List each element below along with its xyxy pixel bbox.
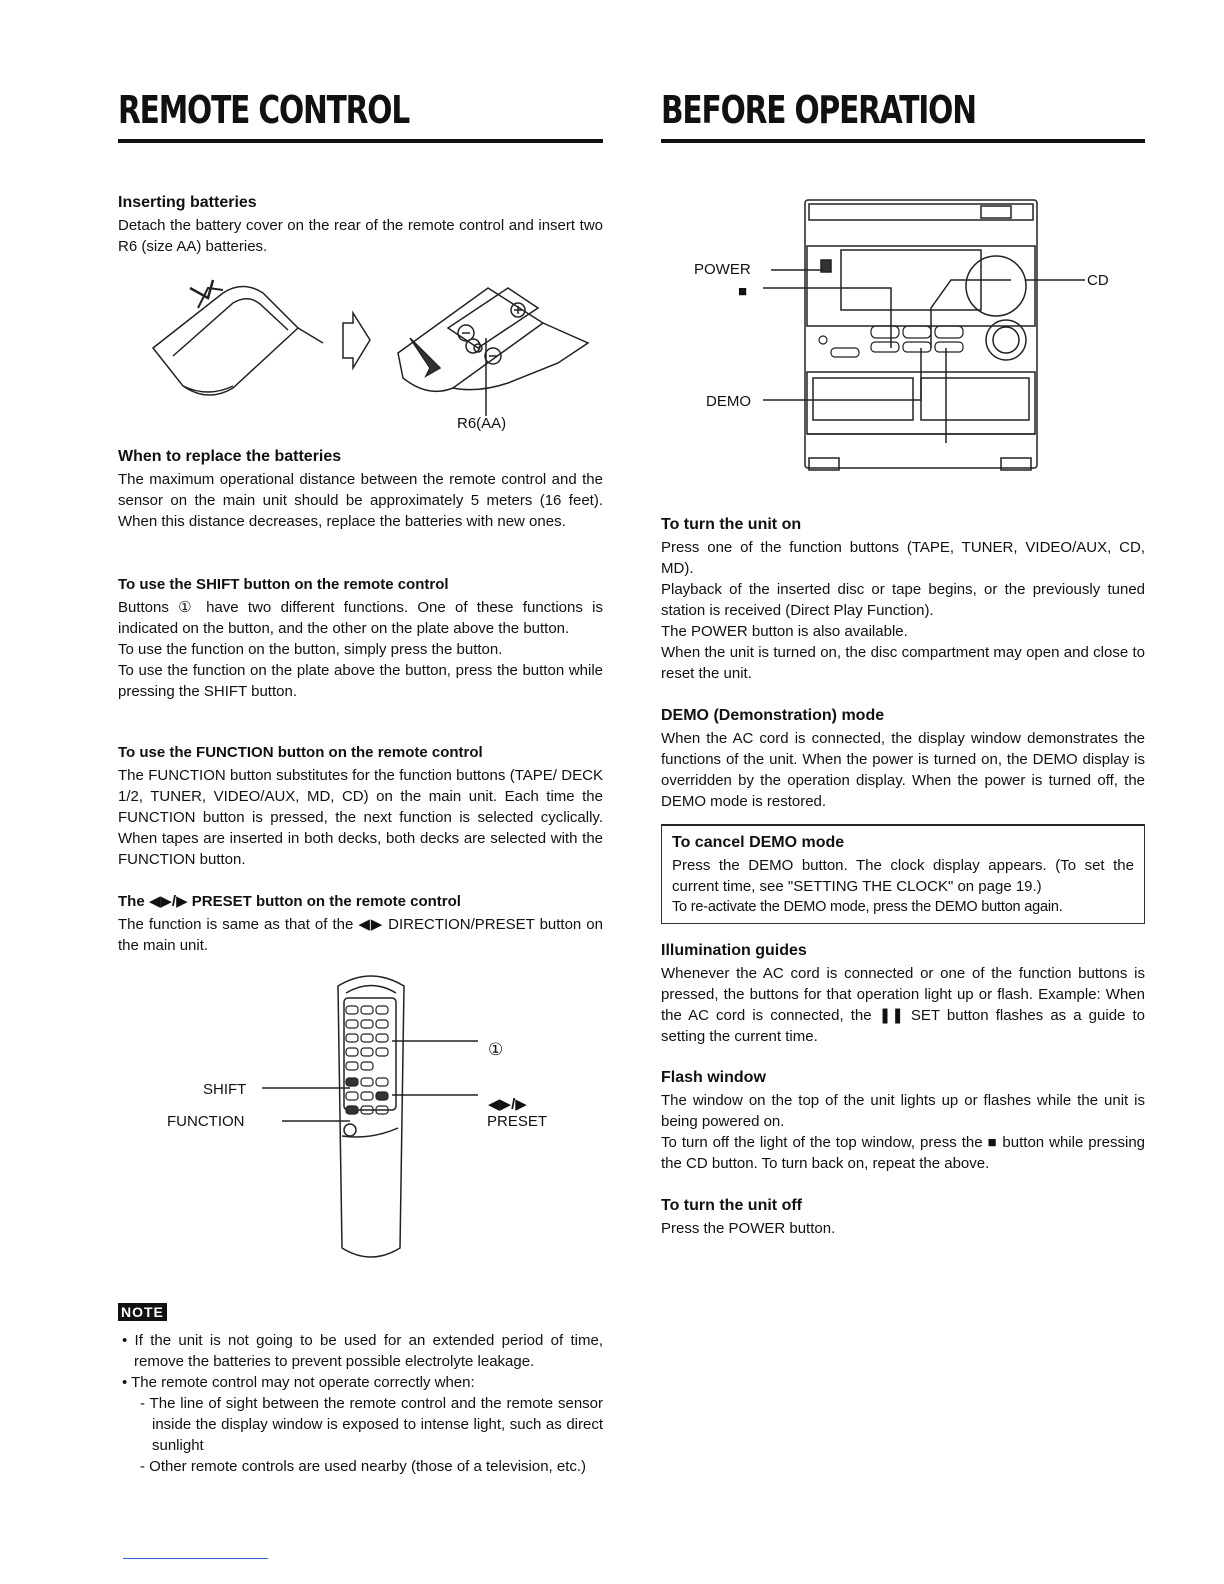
function-button-section: [118, 742, 603, 870]
preset-button-section: [118, 891, 603, 956]
function-label: FUNCTION: [167, 1113, 245, 1130]
turn-on-heading: To turn the unit on: [661, 516, 802, 533]
shift-button-text-1: Buttons ① have two different functions. One of these functions is indicated on the button, and the other on the plate above the button.: [118, 599, 603, 637]
cancel-demo-box: [661, 824, 1145, 924]
preset-button-text: The function is same as that of the ◀▶ DIRECTION/PRESET button on the main unit.: [118, 916, 603, 954]
battery-insertion-illustration: [148, 268, 618, 418]
turn-off-heading: To turn the unit off: [661, 1197, 802, 1214]
inserting-batteries-section: [118, 192, 603, 257]
section-title-before-operation: BEFORE OPERATION: [661, 88, 976, 132]
battery-size-label: R6(AA): [457, 415, 507, 432]
function-button-heading: To use the FUNCTION button on the remote control: [118, 744, 483, 761]
title-rule: [661, 139, 1145, 143]
illumination-heading: Illumination guides: [661, 942, 807, 959]
inserting-batteries-text: Detach the battery cover on the rear of the remote control and insert two R6 (size AA) batteries.: [118, 217, 603, 255]
shift-button-heading: To use the SHIFT button on the remote control: [118, 576, 449, 593]
note-item: • If the unit is not going to be used for an extended period of time, remove the batteries to prevent possible electrolyte leakage.: [122, 1332, 603, 1370]
section-title-remote-control: REMOTE CONTROL: [118, 88, 410, 132]
flash-window-text-2: To turn off the light of the top window, press the ■ button while pressing the CD button. To turn back on, repeat the above.: [661, 1134, 1145, 1172]
turn-on-text-4: When the unit is turned on, the disc compartment may open and close to reset the unit.: [661, 644, 1145, 682]
shift-button-text-2: To use the function on the button, simply press the button.: [118, 641, 503, 658]
preset-symbol-label: ◀▶/▶: [488, 1096, 527, 1113]
shift-label: SHIFT: [203, 1081, 247, 1098]
inserting-batteries-heading: Inserting batteries: [118, 194, 257, 211]
footer-rule: [123, 1558, 268, 1559]
shift-button-text-3: To use the function on the plate above the button, press the button while pressing the SHIFT button.: [118, 662, 603, 700]
note-list: [118, 1330, 603, 1477]
shift-button-section: [118, 574, 603, 702]
cd-label: CD: [1087, 272, 1109, 289]
flash-window-text-1: The window on the top of the unit lights up or flashes while the unit is being powered on.: [661, 1092, 1145, 1130]
circled-one-label: ①: [488, 1040, 504, 1059]
title-rule: [118, 139, 603, 143]
turn-off-section: [661, 1195, 1145, 1239]
remote-callout-lines: [252, 1078, 352, 1158]
note-subitem: - Other remote controls are used nearby (those of a television, etc.): [140, 1458, 587, 1475]
illumination-section: [661, 940, 1145, 1047]
illumination-text: Whenever the AC cord is connected or one of the function buttons is pressed, the buttons for that operation light up or flash. Example: When the AC cord is connected, the ❚❚ SET button flashes as a guide to setting the current time.: [661, 965, 1145, 1045]
power-label: POWER: [694, 261, 751, 278]
turn-on-text-1: Press one of the function buttons (TAPE, TUNER, VIDEO/AUX, CD, MD).: [661, 539, 1145, 577]
flash-window-section: [661, 1067, 1145, 1174]
note-item: • The remote control may not operate correctly when:: [122, 1374, 475, 1391]
demo-mode-heading: DEMO (Demonstration) mode: [661, 707, 885, 724]
preset-label: PRESET: [487, 1113, 548, 1130]
cancel-demo-text-2: To re-activate the DEMO mode, press the DEMO button again.: [672, 899, 1063, 915]
demo-mode-text: When the AC cord is connected, the display window demonstrates the functions of the unit. When the power is turned on, the DEMO display is overridden by the operation display. When the power is turned off, the DEMO mode is restored.: [661, 730, 1145, 810]
cancel-demo-heading: To cancel DEMO mode: [672, 834, 845, 851]
replace-batteries-section: [118, 446, 603, 532]
function-button-text: The FUNCTION button substitutes for the function buttons (TAPE/ DECK 1/2, TUNER, VIDEO/AUX, MD, CD) on the main unit. Each time the FUNCTION button is pressed, the next function is selected cyclically. When tapes are inserted in both decks, both decks are selected with the FUNCTION button.: [118, 767, 603, 868]
demo-label: DEMO: [706, 393, 751, 410]
turn-on-text-2: Playback of the inserted disc or tape begins, or the previously tuned station is received (Direct Play Function).: [661, 581, 1145, 619]
cancel-demo-text-1: Press the DEMO button. The clock display appears. (To set the current time, see "SETTING THE CLOCK" on page 19.): [672, 857, 1134, 895]
stop-button-label: ■: [738, 283, 748, 300]
main-unit-illustration: [801, 198, 1041, 473]
flash-window-heading: Flash window: [661, 1069, 766, 1086]
note-badge: NOTE: [118, 1303, 167, 1321]
turn-on-text-3: The POWER button is also available.: [661, 623, 908, 640]
turn-on-section: [661, 514, 1145, 684]
note-subitem: - The line of sight between the remote control and the remote sensor inside the display window is exposed to intense light, such as direct sunlight: [140, 1395, 603, 1454]
preset-button-heading: The ◀▶/▶ PRESET button on the remote control: [118, 893, 461, 910]
turn-off-text: Press the POWER button.: [661, 1220, 836, 1237]
replace-batteries-text: The maximum operational distance between the remote control and the sensor on the main unit should be approximately 5 meters (16 feet). When this distance decreases, replace the batteries with new ones.: [118, 471, 603, 530]
replace-batteries-heading: When to replace the batteries: [118, 448, 342, 465]
demo-mode-section: [661, 705, 1145, 812]
